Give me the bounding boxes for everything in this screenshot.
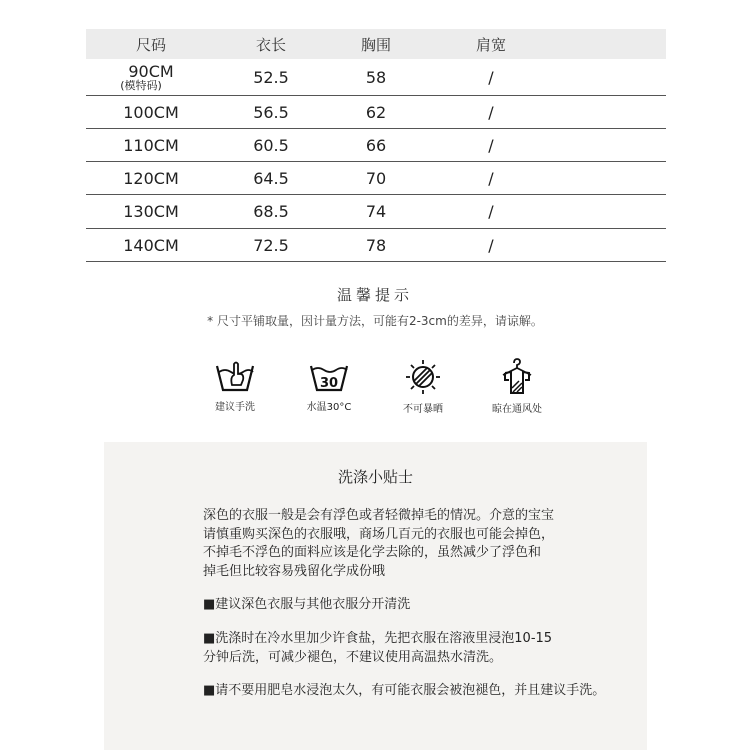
table-row: [86, 229, 666, 262]
table-row: [86, 59, 666, 96]
care-hand-wash: 建议手洗: [195, 358, 275, 413]
chest-cell: 62: [365, 102, 387, 122]
tips-title: 温馨提示: [336, 286, 413, 304]
header-chest: 胸围: [360, 35, 391, 54]
chest-cell: 66: [365, 135, 387, 155]
model-size-note: (模特码): [120, 78, 162, 92]
care-hang-dry: 晾在通风处: [477, 358, 557, 415]
length-cell: 68.5: [253, 202, 289, 221]
length-cell: 60.5: [253, 135, 289, 155]
chest-cell: 58: [365, 67, 387, 87]
length-cell: 56.5: [253, 102, 289, 122]
size-cell: 120CM: [123, 168, 179, 188]
length-cell: 64.5: [253, 168, 289, 188]
water-temp-30-icon: [309, 358, 349, 394]
care-no-sun: 不可暴晒: [383, 358, 463, 415]
table-row: [86, 162, 666, 195]
tips-note: * 尺寸平铺取量，因计量方法，可能有2-3cm的差异，请谅解。: [207, 314, 543, 328]
length-cell: 52.5: [253, 67, 289, 87]
wash-temp-number: 30: [319, 376, 339, 391]
size-cell: 140CM: [123, 235, 179, 255]
size-cell: 100CM: [123, 102, 179, 122]
size-cell: 130CM: [123, 202, 179, 221]
table-header: [86, 29, 666, 59]
shoulder-cell: /: [488, 202, 494, 221]
chest-cell: 78: [365, 235, 387, 255]
table-row: [86, 129, 666, 162]
wash-tips-title: 洗涤小贴士: [337, 468, 413, 486]
size-cell: 110CM: [123, 135, 179, 155]
size-cell: 90CM (模特码): [86, 63, 216, 92]
header-length: 衣长: [255, 35, 286, 54]
wash-tip-item: ■请不要用肥皂水浸泡太久，有可能衣服会被泡褪色，并且建议手洗。: [203, 683, 606, 698]
shoulder-cell: /: [488, 102, 494, 122]
size-table: [86, 29, 666, 262]
table-row: [86, 96, 666, 129]
wash-tip-item: ■建议深色衣服与其他衣服分开清洗: [203, 597, 411, 612]
wash-tip-item: ■洗涤时在冷水里加少许食盐，先把衣服在溶液里浸泡10-15 分钟后洗，可减少褪色，不建议使用高温热水清洗。: [203, 631, 553, 665]
wash-tips-box: [104, 442, 647, 750]
hand-wash-icon: [215, 358, 255, 394]
shoulder-cell: /: [488, 135, 494, 155]
table-row: [86, 195, 666, 229]
shoulder-cell: /: [488, 235, 494, 255]
chest-cell: 74: [365, 202, 387, 221]
header-size: 尺码: [135, 35, 166, 54]
care-water-temp: 30 水温30°C: [289, 358, 369, 413]
chest-cell: 70: [365, 168, 387, 188]
hang-dry-shade-icon: [497, 358, 537, 396]
header-shoulder: 肩宽: [475, 35, 506, 54]
shoulder-cell: /: [488, 168, 494, 188]
no-sun-icon: [403, 358, 443, 396]
wash-intro: 深色的衣服一般是会有浮色或者轻微掉毛的情况。介意的宝宝 请慎重购买深色的衣服哦，商场几百元的衣服也可能会掉色， 不掉毛不浮色的面料应该是化学去除的，虽然减少了浮色和 掉毛但比较容易残留化学成份哦: [203, 508, 555, 579]
length-cell: 72.5: [253, 235, 289, 255]
shoulder-cell: /: [488, 67, 494, 87]
